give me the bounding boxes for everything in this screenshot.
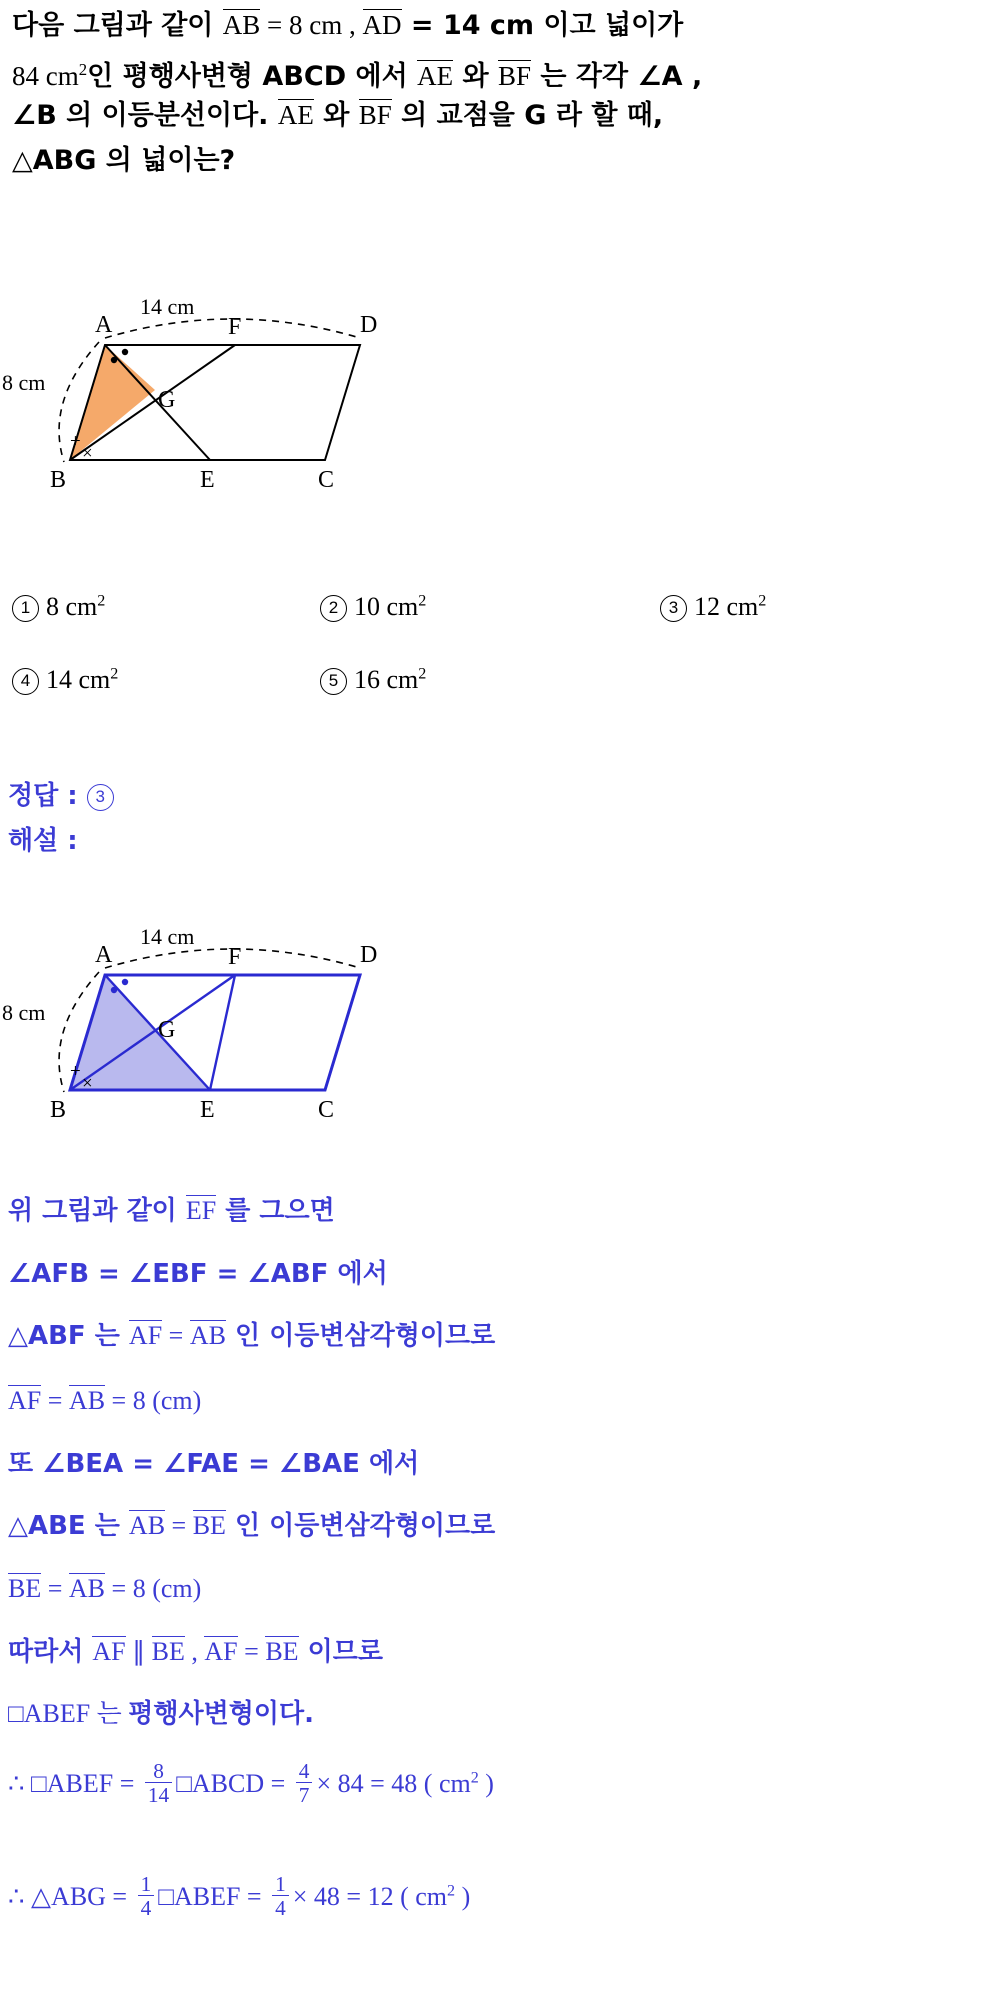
choice-label: 10 cm: [354, 592, 419, 621]
label-A: A: [95, 312, 113, 338]
fraction-denominator: 4: [138, 1895, 155, 1921]
solution-text: △ABE 는: [8, 1511, 129, 1541]
mark-times: ×: [82, 1073, 93, 1094]
label-G: G: [158, 387, 176, 413]
segment-af: AF: [204, 1637, 238, 1666]
exponent: 2: [418, 665, 427, 683]
solution-line-11: [8, 1872, 471, 1923]
solution-text: □ABEF =: [158, 1881, 269, 1911]
label-length-ab: 8 cm: [2, 1000, 46, 1025]
choice-number: 5: [320, 668, 347, 695]
solution-text: = 8 (cm): [105, 1386, 202, 1415]
label-F: F: [228, 944, 242, 970]
question-text: 와: [453, 61, 498, 92]
solution-line-10: [8, 1759, 494, 1810]
question-text: 와: [313, 100, 359, 131]
fraction-denominator: 14: [145, 1782, 172, 1808]
segment-ab: AB: [128, 1511, 166, 1540]
segment-ab: AB: [68, 1386, 106, 1415]
solution-text: ): [455, 1881, 471, 1911]
angle-dot-a2: [122, 349, 128, 355]
solution-line-1: [8, 1195, 335, 1227]
choice-5[interactable]: [320, 665, 426, 695]
choice-3[interactable]: [660, 592, 766, 622]
solution-text: =: [41, 1574, 69, 1603]
solution-text: 인 이등변삼각형이므로: [225, 1511, 496, 1541]
choice-label: 16 cm: [354, 665, 419, 694]
question-text: = 8 cm ,: [260, 10, 363, 40]
solution-text: × 84 = 48 ( cm: [316, 1768, 471, 1798]
exponent: 2: [78, 60, 88, 79]
question-line-3: [12, 98, 663, 133]
segment-be: BE: [192, 1511, 226, 1540]
segment-bf: BF: [358, 100, 392, 130]
segment-be: BE: [8, 1574, 42, 1603]
fraction-numerator: 8: [153, 1759, 164, 1783]
exponent: 2: [758, 592, 767, 610]
answer-value: 3: [87, 784, 114, 811]
solution-line-8: [8, 1636, 383, 1668]
solution-line-9: [8, 1698, 314, 1730]
fraction-numerator: 4: [298, 1759, 310, 1783]
exponent: 2: [418, 592, 427, 610]
parallel-symbol: ∥: [125, 1637, 152, 1666]
exponent: 2: [470, 1769, 479, 1787]
explanation-label: [8, 820, 78, 857]
solution-text: 인 이등변삼각형이므로: [225, 1321, 496, 1351]
solution-line-2: [8, 1258, 388, 1290]
label-C: C: [318, 1097, 335, 1123]
angle-dot-a1: [111, 987, 117, 993]
segment-bf: BF: [497, 61, 532, 91]
label-D: D: [360, 942, 378, 968]
fraction-numerator: 1: [140, 1872, 152, 1896]
choice-label: 12 cm: [694, 592, 759, 621]
segment-be: BE: [151, 1637, 185, 1666]
angle-dot-a1: [111, 357, 117, 363]
figure-parallelogram-solution: [0, 920, 420, 1170]
solution-text: = 8 (cm): [105, 1574, 202, 1603]
angle-dot-a2: [122, 979, 128, 985]
segment-af: AF: [92, 1637, 126, 1666]
segment-af: AF: [128, 1321, 163, 1350]
solution-text: □ABEF 는: [8, 1699, 129, 1728]
choice-number: 4: [12, 668, 39, 695]
answer-label: 정답 :: [8, 781, 87, 811]
choice-number: 2: [320, 595, 347, 622]
question-text: = 14 cm 이고 넓이가: [401, 10, 684, 41]
solution-text: ,: [184, 1637, 205, 1666]
fraction-8-14: [145, 1760, 172, 1808]
fraction-1-4b: [272, 1873, 289, 1921]
solution-text: △ABF 는: [8, 1321, 129, 1351]
exponent: 2: [447, 1882, 456, 1900]
segment-ef: EF: [185, 1196, 217, 1225]
label-E: E: [200, 467, 215, 493]
figure-parallelogram-problem: [0, 290, 420, 540]
solution-text: ∠AFB = ∠EBF = ∠ABF 에서: [8, 1259, 388, 1289]
solution-text: × 48 = 12 ( cm: [292, 1881, 447, 1911]
segment-ae: AE: [417, 61, 454, 91]
solution-text: 위 그림과 같이: [8, 1196, 186, 1226]
segment-ab: AB: [68, 1574, 106, 1603]
explanation-label-text: 해설 :: [8, 826, 78, 856]
answer-line: [8, 775, 121, 812]
question-line-1: [12, 8, 683, 43]
label-B: B: [50, 1097, 67, 1123]
label-length-ab: 8 cm: [2, 370, 46, 395]
segment-be: BE: [265, 1637, 299, 1666]
solution-text: 평행사변형이다.: [128, 1699, 314, 1729]
solution-line-6: [8, 1510, 495, 1542]
fraction-1-4a: [138, 1873, 155, 1921]
label-G: G: [158, 1017, 176, 1043]
choice-4[interactable]: [12, 665, 118, 695]
question-text: 다음 그림과 같이: [12, 10, 223, 41]
choice-label: 14 cm: [46, 665, 111, 694]
label-B: B: [50, 467, 67, 493]
choice-number: 3: [660, 595, 687, 622]
choice-1[interactable]: [12, 592, 105, 622]
solution-text: =: [162, 1321, 190, 1350]
figure1-svg: [0, 290, 420, 540]
choice-label: 8 cm: [46, 592, 98, 621]
choice-number: 1: [12, 595, 39, 622]
fraction-denominator: 7: [296, 1782, 313, 1808]
solution-text: ∴ △ABG =: [8, 1881, 134, 1911]
question-text: 84 cm: [12, 61, 79, 91]
solution-text: =: [41, 1386, 69, 1415]
solution-line-4: [8, 1385, 201, 1417]
solution-line-7: [8, 1573, 201, 1605]
label-length-ad: 14 cm: [140, 924, 195, 949]
fraction-numerator: 1: [275, 1872, 286, 1896]
solution-line-3: [8, 1320, 495, 1352]
solution-text: 이므로: [298, 1637, 383, 1667]
figure2-svg: [0, 920, 420, 1170]
label-F: F: [228, 314, 242, 340]
exponent: 2: [110, 665, 119, 683]
label-D: D: [360, 312, 378, 338]
fraction-4-7: [296, 1760, 313, 1808]
question-text: 는 각각 ∠A ,: [531, 61, 703, 92]
choice-2[interactable]: [320, 592, 426, 622]
solution-text: 따라서: [8, 1637, 93, 1667]
segment-af: AF: [8, 1386, 42, 1415]
mark-plus: +: [70, 1061, 81, 1082]
mark-plus: +: [70, 431, 81, 452]
question-text: △ABG 의 넓이는?: [12, 145, 236, 176]
fraction-denominator: 4: [272, 1895, 289, 1921]
question-line-2: [12, 53, 702, 94]
label-C: C: [318, 467, 335, 493]
segment-ab: AB: [189, 1321, 226, 1350]
question-text: 인 평행사변형 ABCD 에서: [87, 61, 418, 92]
solution-text: =: [237, 1637, 266, 1666]
solution-text: 또 ∠BEA = ∠FAE = ∠BAE 에서: [8, 1449, 420, 1479]
label-length-ad: 14 cm: [140, 294, 195, 319]
segment-ad: AD: [362, 10, 402, 40]
solution-line-5: [8, 1448, 419, 1480]
exponent: 2: [97, 592, 106, 610]
solution-text: ∴ □ABEF =: [8, 1768, 141, 1798]
question-text: 의 교점을 G 라 할 때,: [391, 100, 664, 131]
line-ef: [210, 975, 235, 1090]
solution-text: □ABCD =: [176, 1768, 292, 1798]
question-line-4: [12, 143, 235, 178]
segment-ae: AE: [277, 100, 314, 130]
segment-ab: AB: [222, 10, 261, 40]
solution-text: =: [165, 1511, 193, 1540]
solution-text: ): [478, 1768, 494, 1798]
question-text: ∠B 의 이등분선이다.: [12, 100, 278, 131]
label-E: E: [200, 1097, 215, 1123]
mark-times: ×: [82, 443, 93, 464]
solution-text: 를 그으면: [216, 1196, 335, 1226]
label-A: A: [95, 942, 113, 968]
